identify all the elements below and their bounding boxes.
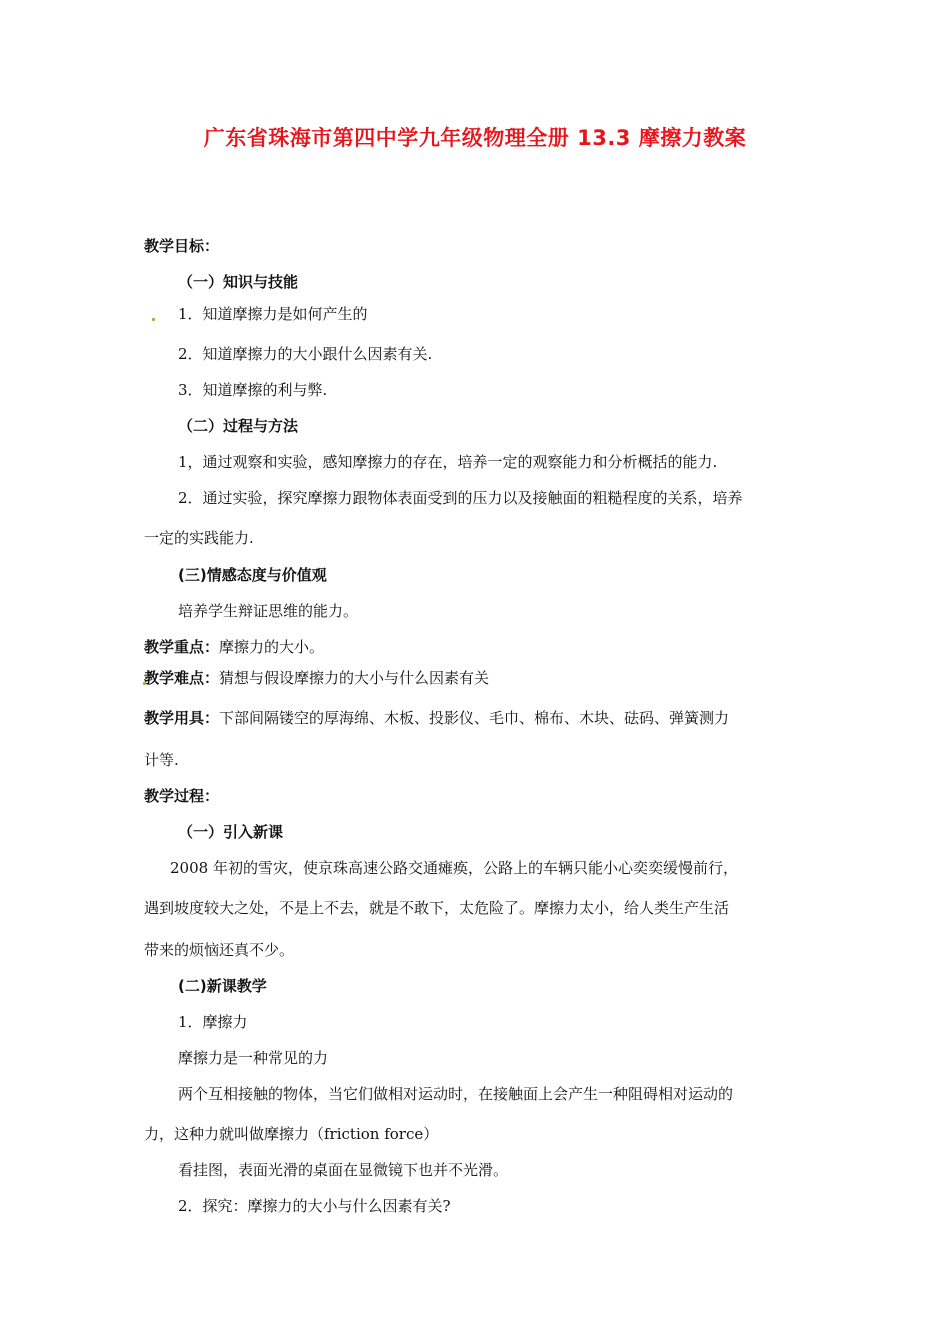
- document-title: 广东省珠海市第四中学九年级物理全册 13.3 摩擦力教案: [203, 126, 747, 150]
- knowledge-item-2: 2．知道摩擦力的大小跟什么因素有关.: [178, 345, 433, 363]
- lesson-item-1-paragraph-3: 看挂图，表面光滑的桌面在显微镜下也并不光滑。: [178, 1161, 509, 1179]
- lesson-item-2: 2．探究：摩擦力的大小与什么因素有关?: [178, 1197, 451, 1215]
- key-point-label: 教学重点：: [144, 638, 220, 656]
- intro-paragraph-line-1: 2008 年初的雪灾，使京珠高速公路交通瘫痪，公路上的车辆只能小心奕奕缓慢前行，: [170, 859, 738, 877]
- tools-label: 教学用具：: [144, 709, 220, 727]
- intro-paragraph-line-2: 遇到坡度较大之处，不是上不去，就是不敢下，太危险了。摩擦力太小，给人类生产生活: [144, 899, 730, 917]
- goals-heading: 教学目标：: [144, 237, 220, 255]
- difficulty-label: 教学难点：: [144, 669, 220, 687]
- knowledge-item-1: 1．知道摩擦力是如何产生的: [178, 305, 368, 323]
- knowledge-item-3: 3．知道摩擦的利与弊.: [178, 381, 328, 399]
- lesson-item-1-paragraph-2-line-2: 力，这种力就叫做摩擦力（friction force）: [144, 1125, 439, 1143]
- new-lesson-heading: (二)新课教学: [178, 977, 267, 995]
- intro-heading: （一）引入新课: [178, 823, 284, 841]
- section-process-heading: （二）过程与方法: [178, 417, 299, 435]
- difficulty-text: 猜想与假设摩擦力的大小与什么因素有关: [219, 669, 490, 687]
- process-heading: 教学过程：: [144, 787, 220, 805]
- key-point-row: [144, 637, 324, 657]
- key-point-text: 摩擦力的大小。: [219, 638, 325, 656]
- stray-mark-dot: [152, 318, 155, 321]
- lesson-item-1-paragraph-2-line-1: 两个互相接触的物体，当它们做相对运动时，在接触面上会产生一种阻碍相对运动的: [178, 1085, 734, 1103]
- tools-row: [144, 708, 729, 728]
- difficulty-row: [144, 668, 489, 688]
- tools-text-line-1: 下部间隔镂空的厚海绵、木板、投影仪、毛巾、棉布、木块、砝码、弹簧测力: [219, 709, 730, 727]
- lesson-item-1: 1．摩擦力: [178, 1013, 248, 1031]
- process-item-1: 1，通过观察和实验，感知摩擦力的存在，培养一定的观察能力和分析概括的能力.: [178, 453, 718, 471]
- lesson-item-1-paragraph-1: 摩擦力是一种常见的力: [178, 1049, 329, 1067]
- section-knowledge-heading: （一）知识与技能: [178, 273, 299, 291]
- tools-text-line-2: 计等.: [144, 751, 179, 769]
- process-item-2-line-1: 2．通过实验，探究摩擦力跟物体表面受到的压力以及接触面的粗糙程度的关系，培养: [178, 489, 743, 507]
- attitude-item-1: 培养学生辩证思维的能力。: [178, 602, 359, 620]
- intro-paragraph-line-3: 带来的烦恼还真不少。: [144, 941, 295, 959]
- section-attitude-heading: (三)情感态度与价值观: [178, 566, 327, 584]
- process-item-2-line-2: 一定的实践能力.: [144, 529, 254, 547]
